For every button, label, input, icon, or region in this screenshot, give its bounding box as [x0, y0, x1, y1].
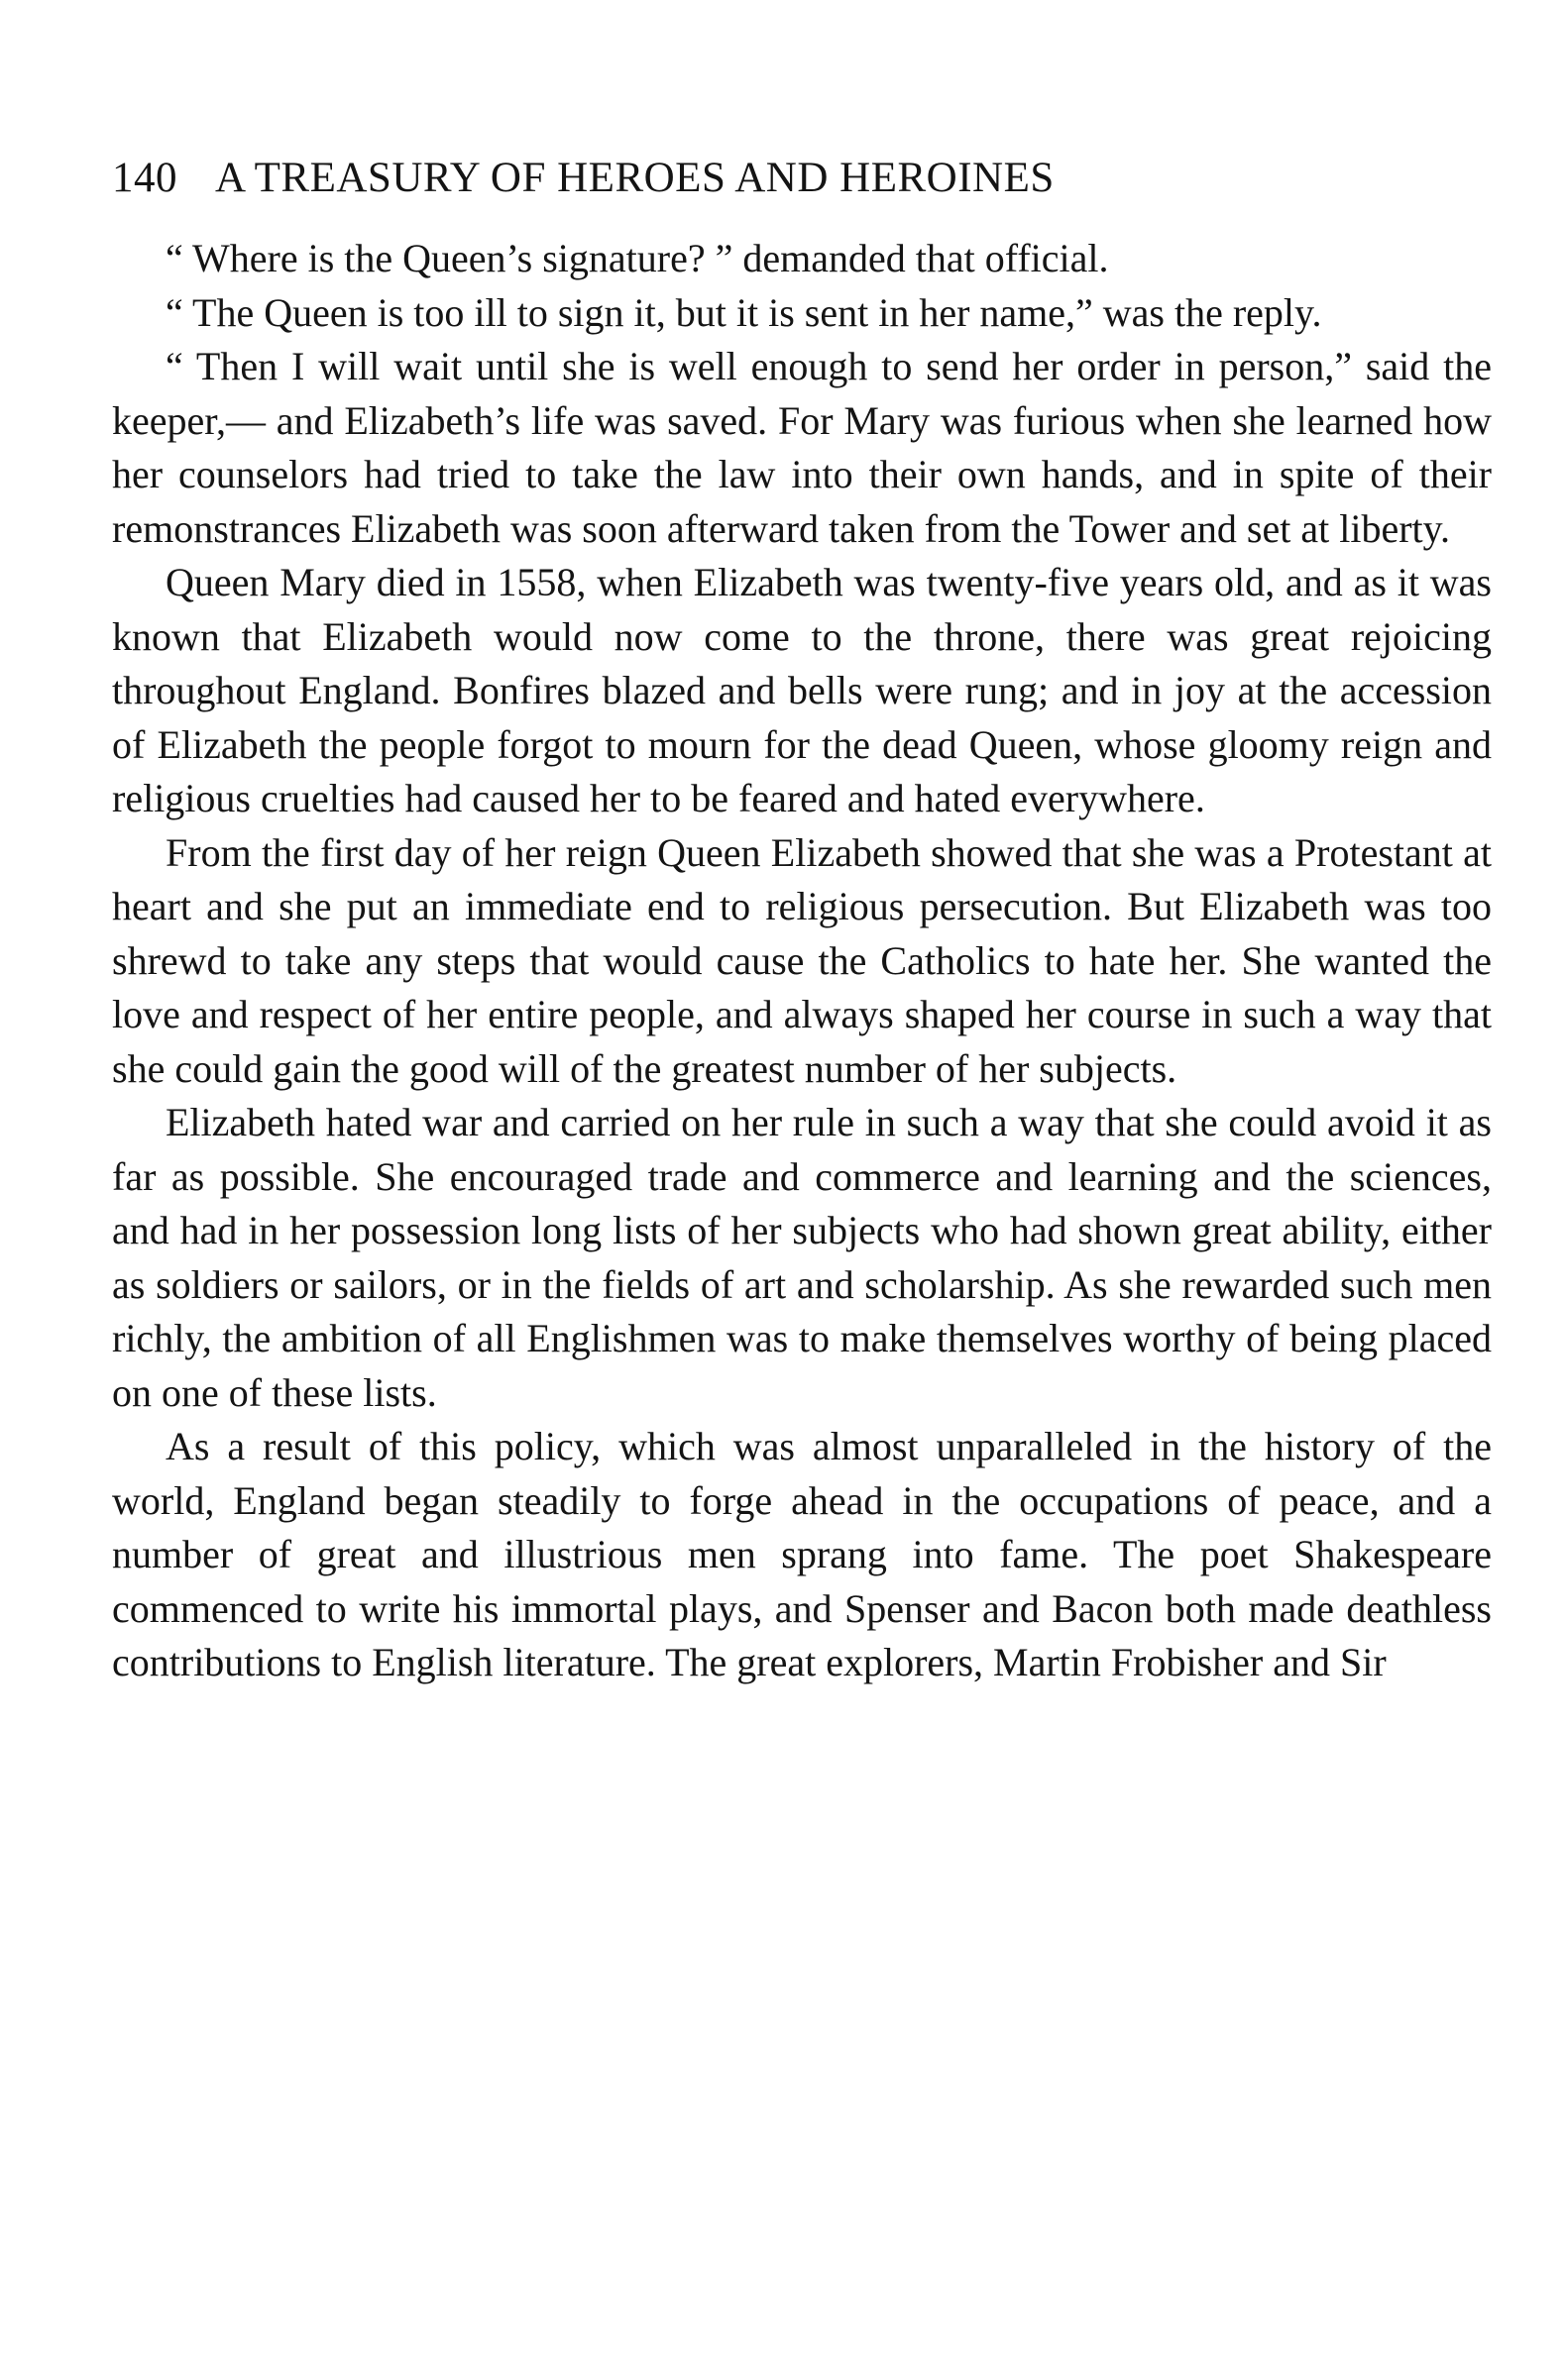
- running-title: A TREASURY OF HEROES AND HEROINES: [215, 155, 1055, 201]
- running-head: [112, 149, 1492, 208]
- paragraph: As a result of this policy, which was almost unparalleled in the history of the world, England began steadily to forge ahead in the occupations of peace, and a number of great and illustrious men sprang into fame. The poet Shakespeare commenced to write his immortal plays, and Spenser and Bacon both made deathless contributions to English literature. The great explorers, Martin Frobisher and Sir: [112, 1424, 1492, 1684]
- paragraph: “ Then I will wait until she is well enough to send her order in person,” said the keeper,— and Elizabeth’s life was saved. For Mary was furious when she learned how her counselors had tried to take the law into their own hands, and in spite of their remonstrances Elizabeth was soon afterward taken from the Tower and set at liberty.: [112, 344, 1492, 551]
- body-text: [112, 232, 1492, 1690]
- paragraph: “ The Queen is too ill to sign it, but it is sent in her name,” was the reply.: [166, 289, 1322, 335]
- page-number: 140: [112, 155, 177, 201]
- paragraph: Elizabeth hated war and carried on her rule in such a way that she could avoid it as far as possible. She encouraged trade and commerce and learning and the sciences, and had in her possession long lists of her subjects who had shown great ability, either as soldiers or sailors, or in the fields of art and scholarship. As she rewarded such men richly, the ambition of all Englishmen was to make themselves worthy of being placed on one of these lists.: [112, 1100, 1492, 1415]
- paragraph: Queen Mary died in 1558, when Elizabeth was twenty-five years old, and as it was known that Elizabeth would now come to the throne, there was great rejoicing throughout England. Bonfires blazed and bells were rung; and in joy at the accession of Elizabeth the people forgot to mourn for the dead Queen, whose gloomy reign and religious cruelties had caused her to be feared and hated everywhere.: [112, 560, 1492, 820]
- paragraph: “ Where is the Queen’s signature? ” demanded that official.: [166, 236, 1109, 280]
- paragraph: From the first day of her reign Queen Elizabeth showed that she was a Protestant at heart and she put an immediate end to religious persecution. But Elizabeth was too shrewd to take any steps that would cause the Catholics to hate her. She wanted the love and respect of her entire people, and always shaped her course in such a way that she could gain the good will of the greatest number of her subjects.: [112, 829, 1492, 1091]
- book-page: [112, 149, 1492, 1690]
